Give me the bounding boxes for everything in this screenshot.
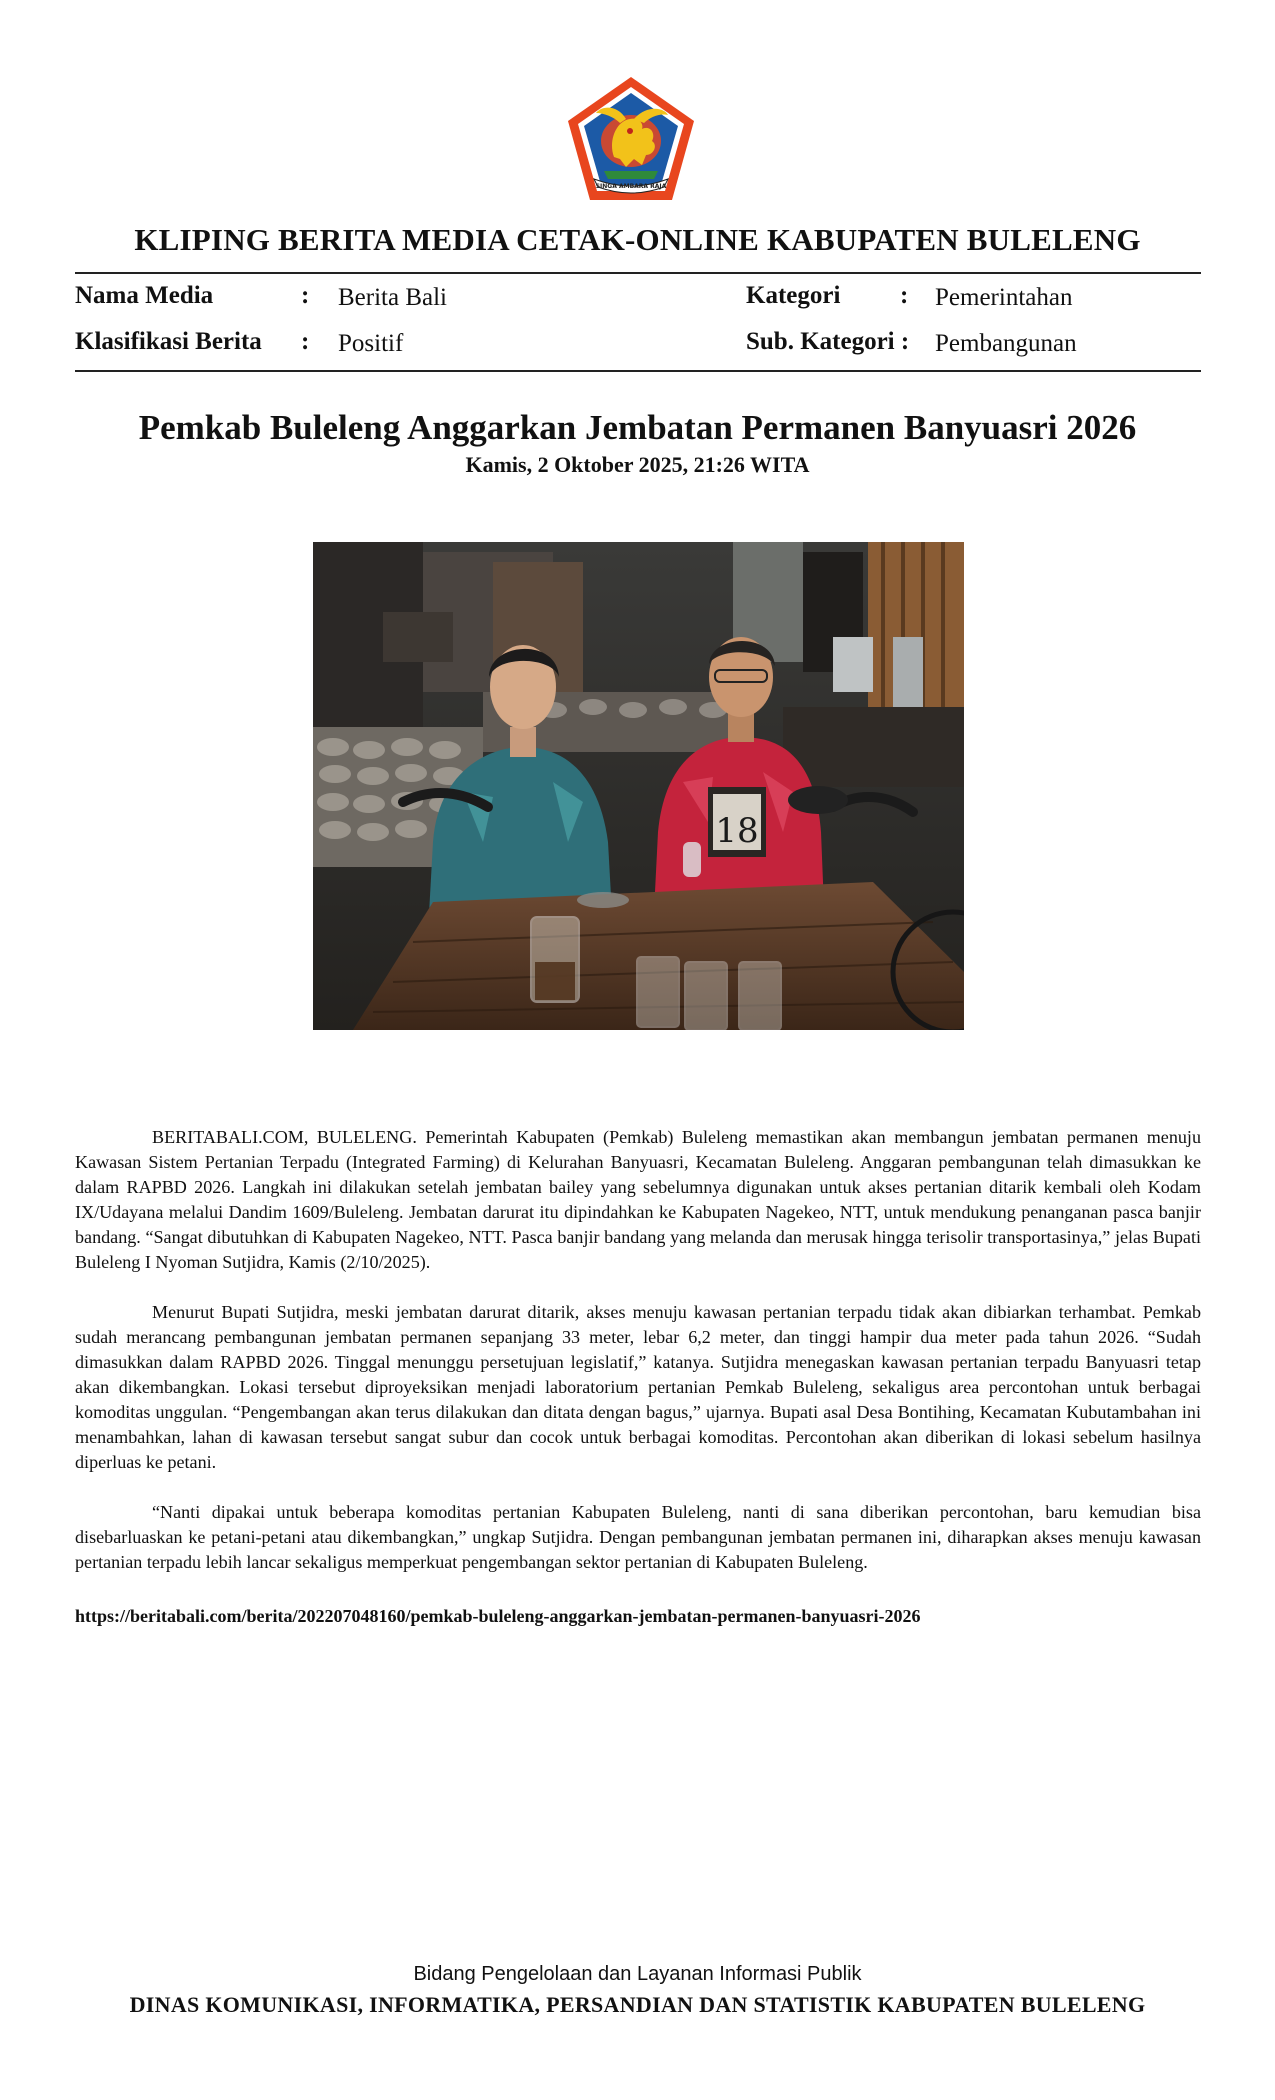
footer-department: DINAS KOMUNIKASI, INFORMATIKA, PERSANDIAN DAN STATISTIK KABUPATEN BULELENG — [129, 1992, 1146, 2017]
article-paragraph: BERITABALI.COM, BULELENG. Pemerintah Kabupaten (Pemkab) Buleleng memastikan akan membangun jembatan permanen menuju Kawasan Sistem Pertanian Terpadu (Integrated Farming) di Kelurahan Banyuasri, Kecamatan Buleleng. Anggaran pembangunan telah dimasukkan ke dalam RAPBD 2026. Langkah ini dilakukan setelah jembatan bailey yang sebelumnya digunakan untuk akses pertanian ditarik kembali oleh Kodam IX/Udayana melalui Dandim 1609/Buleleng. Jembatan darurat itu dipindahkan ke Kabupaten Nagekeo, NTT, untuk mendukung penanganan pasca banjir bandang. “Sangat dibutuhkan di Kabupaten Nagekeo, NTT. Pasca banjir bandang yang melanda dan merusak hingga terisolir transportasinya,” jelas Bupati Buleleng I Nyoman Sutjidra, Kamis (2/10/2025). — [75, 1127, 1201, 1272]
kategori-label: Kategori — [746, 282, 841, 309]
subkategori-value: Pembangunan — [935, 330, 1077, 357]
source-link[interactable]: https://beritabali.com/berita/202207048160/pemkab-buleleng-anggarkan-jembatan-permanen-banyuasri-2026 — [75, 1606, 921, 1626]
article-photo — [313, 542, 964, 1030]
article-paragraph: Menurut Bupati Sutjidra, meski jembatan darurat ditarik, akses menuju kawasan pertanian terpadu tidak akan dibiarkan terhambat. Pemkab sudah merancang pembangunan jembatan permanen sepanjang 33 meter, lebar 6,2 meter, dan tinggi hampir dua meter pada tahun 2026. “Sudah dimasukkan dalam RAPBD 2026. Tinggal menunggu persetujuan legislatif,” katanya. Sutjidra menegaskan kawasan pertanian terpadu Banyuasri tetap akan dikembangkan. Lokasi tersebut diproyeksikan menjadi laboratorium pertanian Pemkab Buleleng, sekaligus area percontohan untuk berbagai komoditas unggulan. “Pengembangan akan terus dilakukan dan ditata dengan bagus,” ujarnya. Bupati asal Desa Bontihing, Kecamatan Kubutambahan ini menambahkan, lahan di kawasan tersebut sangat subur dan cocok untuk berbagai komoditas. Percontohan akan diberikan di lokasi sebelum hasilnya diperluas ke petani. — [75, 1302, 1201, 1472]
media-label: Nama Media — [75, 282, 214, 309]
article-headline: Pemkab Buleleng Anggarkan Jembatan Permanen Banyuasri 2026 — [138, 408, 1137, 447]
header-divider-bottom — [75, 370, 1201, 372]
klasifikasi-value: Positif — [338, 330, 404, 357]
media-value: Berita Bali — [338, 284, 447, 311]
klasifikasi-label: Klasifikasi Berita — [75, 328, 262, 355]
kategori-value: Pemerintahan — [935, 284, 1073, 311]
kategori-colon: : — [900, 282, 909, 309]
media-colon: : — [301, 282, 310, 309]
header-divider-top — [75, 272, 1201, 274]
article-paragraph: “Nanti dipakai untuk beberapa komoditas pertanian Kabupaten Buleleng, nanti di sana diberikan percontohan, baru kemudian bisa disebarluaskan ke petani-petani atau dikembangkan,” ungkap Sutjidra. Dengan pembangunan jembatan permanen ini, diharapkan akses menuju kawasan pertanian terpadu lebih lancar sekaligus memperkuat pengembangan sektor pertanian di Kabupaten Buleleng. — [75, 1502, 1201, 1572]
article-dateline: Kamis, 2 Oktober 2025, 21:26 WITA — [465, 452, 810, 477]
kabupaten-buleleng-logo — [564, 75, 698, 203]
footer-division: Bidang Pengelolaan dan Layanan Informasi Publik — [413, 1963, 862, 1985]
document-header-title: KLIPING BERITA MEDIA CETAK-ONLINE KABUPATEN BULELENG — [134, 222, 1141, 257]
subkategori-label: Sub. Kategori : — [746, 328, 910, 355]
svg-text:SINGA AMBARA RAJA: SINGA AMBARA RAJA — [595, 183, 667, 190]
article-body — [75, 1125, 1201, 1600]
svg-text:18: 18 — [715, 811, 759, 851]
klasifikasi-colon: : — [301, 328, 310, 355]
